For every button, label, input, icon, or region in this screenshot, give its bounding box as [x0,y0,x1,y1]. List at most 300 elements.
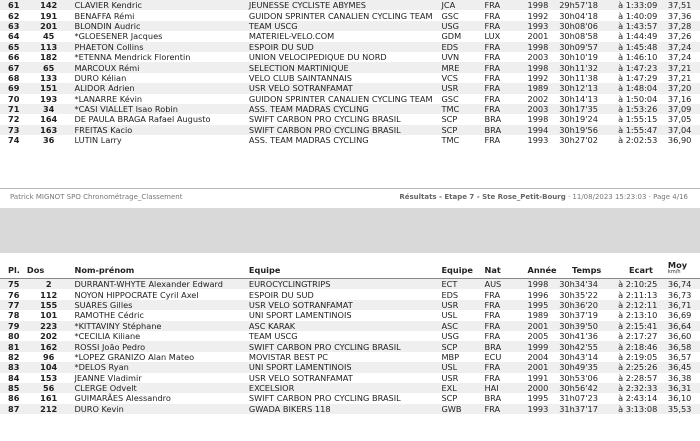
cell-nat: FRA [482,321,525,331]
cell-moy: 37,20 [666,83,700,93]
cell-dos: 101 [40,310,58,321]
cell-ecart: à 2:28:57 [618,372,658,383]
cell-nat: FRA [484,289,501,300]
cell-pl: 73 [0,125,25,135]
cell-pl: 80 [8,331,20,342]
footer-right [399,193,688,201]
cell-ecart: à 1:50:04 [618,93,658,104]
table-row [0,52,700,62]
cell-temps: 30h27'02 [559,135,598,146]
cell-pl: 79 [0,321,25,331]
cell-dos: 133 [40,72,58,83]
cell-pl: 83 [0,362,25,372]
cell-annee: 1989 [526,83,558,93]
cell-pl: 84 [8,372,20,383]
cell-code: GWB [439,404,482,414]
cell-equipe: TEAM USCG [247,21,440,31]
footer-left: Patrick MIGNOT SPO Chronométrage_Classement [10,193,183,201]
cell-equipe: USR VELO SOTRANFAMAT [247,83,440,93]
cell-dos: 161 [40,393,58,404]
cell-nom: *GLOESENER Jacques [74,31,163,42]
cell-dos: 56 [25,383,73,393]
cell-equipe: MATERIEL-VELO.COM [248,31,335,42]
cell-annee: 1991 [527,372,549,383]
cell-pl: 67 [0,62,25,72]
table-row [0,310,700,320]
footer-date-page: · 11/08/2023 15:23:03 · Page 4/16 [565,193,688,201]
cell-nat: BRA [482,341,525,351]
cell-equipe: ASC KARAK [247,321,440,331]
cell-pl: 82 [8,351,20,362]
cell-annee: 2002 [527,93,549,104]
cell-code: USG [439,21,482,31]
cell-annee: 1998 [526,42,558,52]
cell-moy: 37,28 [666,21,700,31]
cell-temps: 30h53'06 [559,372,598,383]
cell-nat: FRA [482,404,525,414]
cell-nat: FRA [484,310,501,321]
cell-dos: 164 [40,114,58,125]
cell-nom: *KITTAVINY Stéphane [72,321,246,331]
cell-nom: BENAFFA Rémi [74,10,135,21]
cell-dos: 2 [25,279,73,290]
table-row [0,94,700,104]
cell-equipe: GUIDON SPRINTER CANALIEN CYCLING TEAM [248,10,433,21]
cell-temps: 30h43'14 [559,351,598,362]
cell-nat: FRA [484,93,501,104]
cell-dos: 155 [25,300,73,310]
cell-temps: 30h11'38 [559,72,598,83]
cell-ecart: à 3:13:08 [616,404,666,414]
cell-temps: 30h42'55 [557,341,616,351]
cell-annee: 2000 [526,383,558,393]
table-row [0,393,700,403]
results-rows-top [0,0,700,145]
cell-equipe: ASS. TEAM MADRAS CYCLING [247,104,440,114]
cell-ecart: à 1:53:26 [616,104,666,114]
cell-pl: 76 [8,289,20,300]
cell-ecart: à 2:02:53 [618,135,658,146]
cell-code: MRE [439,62,482,72]
cell-equipe: JEUNESSE CYCLISTE ABYMES [247,0,440,10]
cell-pl: 72 [8,114,20,125]
cell-temps: 30h04'18 [559,10,598,21]
cell-code: MBP [441,351,460,362]
table-row [0,104,700,114]
cell-dos: 163 [25,125,73,135]
cell-code: EXL [439,383,482,393]
cell-moy: 37,24 [666,42,700,52]
cell-dos: 153 [40,372,58,383]
cell-nom: *LOPEZ GRANIZO Alan Mateo [74,351,195,362]
cell-nat: FRA [482,62,525,72]
cell-equipe: GWADA BIKERS 118 [247,404,440,414]
cell-ecart: à 1:47:23 [616,62,666,72]
cell-moy: 36,74 [666,279,700,290]
cell-nom: *CASI VIALLET Isao Robin [72,104,246,114]
cell-temps: 31h37'17 [557,404,616,414]
cell-code: SCP [441,393,458,404]
cell-pl: 78 [8,310,20,321]
cell-nom: DURO Kélian [74,72,127,83]
cell-annee: 1992 [527,72,549,83]
cell-nat: FRA [482,362,525,372]
cell-temps: 30h49'35 [557,362,616,372]
cell-temps: 30h17'35 [557,104,616,114]
cell-temps: 30h10'19 [559,52,598,63]
cell-equipe: ESPOIR DU SUD [248,289,314,300]
cell-moy: 35,53 [666,404,700,414]
cell-nat: FRA [482,0,525,10]
cell-equipe: GUIDON SPRINTER CANALIEN CYCLING TEAM [248,93,433,104]
table-row [0,21,700,31]
cell-ecart: à 2:10:25 [616,279,666,290]
cell-dos: 212 [25,404,73,414]
cell-nat: BRA [484,393,502,404]
table-row [0,321,700,331]
cell-equipe: ASS. TEAM MADRAS CYCLING [248,135,369,146]
cell-pl: 66 [8,52,20,63]
cell-equipe: TEAM USCG [248,331,298,342]
results-table-bottom [0,253,700,414]
table-row [0,0,700,10]
cell-equipe: EXCELSIOR [247,383,440,393]
cell-temps: 30h14'13 [559,93,598,104]
header-moy [666,253,700,279]
table-row [0,383,700,393]
cell-nom: GUIMARÃES Alessandro [74,393,171,404]
cell-pl: 62 [8,10,20,21]
cell-temps: 30h41'36 [559,331,598,342]
cell-code: JCA [439,0,482,10]
cell-code: USR [441,372,459,383]
cell-moy: 36,90 [667,135,692,146]
cell-nat: HAI [482,383,525,393]
cell-nat: FRA [482,300,525,310]
table-row [0,125,700,135]
cell-equipe: SELECTION MARTINIQUE [247,62,440,72]
cell-nat: FRA [484,331,501,342]
cell-pl: 86 [8,393,20,404]
cell-nat: ECU [484,351,502,362]
table-row [0,362,700,372]
table-row [0,114,700,124]
cell-moy: 37,36 [667,10,692,21]
cell-dos: 193 [40,93,58,104]
cell-nat: BRA [482,125,525,135]
header-equipe: Equipe [247,253,440,279]
cell-nom: MARCOUX Rémi [72,62,246,72]
cell-dos: 142 [25,0,73,10]
cell-dos: 201 [25,21,73,31]
cell-ecart: à 1:44:49 [618,31,658,42]
cell-temps: 30h19'56 [557,125,616,135]
table-row [0,83,700,93]
cell-moy: 36,64 [666,321,700,331]
cell-code: VCS [441,72,458,83]
cell-nom: JEANNE Vladimir [74,372,142,383]
cell-equipe: SWIFT CARBON PRO CYCLING BRASIL [248,393,401,404]
cell-moy: 36,60 [667,331,692,342]
cell-moy: 37,26 [667,31,692,42]
cell-pl: 71 [0,104,25,114]
cell-annee: 1998 [526,0,558,10]
table-row [0,62,700,72]
cell-moy: 37,51 [666,0,700,10]
cell-moy: 37,16 [667,93,692,104]
cell-moy: 36,71 [666,300,700,310]
cell-annee: 1992 [527,10,549,21]
cell-ecart: à 2:12:11 [616,300,666,310]
cell-ecart: à 2:11:13 [618,289,658,300]
cell-dos: 162 [25,341,73,351]
cell-nat: AUS [482,279,525,290]
cell-equipe: SWIFT CARBON PRO CYCLING BRASIL [247,125,440,135]
cell-ecart: à 1:45:48 [616,42,666,52]
cell-nom: DURO Kevin [72,404,246,414]
cell-nom: DURRANT-WHYTE Alexander Edward [72,279,246,290]
cell-moy: 37,04 [666,125,700,135]
cell-moy: 36,38 [667,372,692,383]
cell-annee: 2001 [527,31,549,42]
cell-code: USG [441,331,459,342]
cell-temps: 30h12'13 [557,83,616,93]
table-row [0,73,700,83]
cell-moy: 36,10 [667,393,692,404]
cell-code: USR [439,83,482,93]
cell-dos: 191 [40,10,58,21]
cell-equipe: USR VELO SOTRANFAMAT [247,300,440,310]
cell-nom: NOYON HIPPOCRATE Cyril Axel [74,289,199,300]
cell-annee: 1989 [527,310,549,321]
cell-annee: 1993 [526,21,558,31]
cell-temps: 30h56'42 [557,383,616,393]
header-moy-unit: km/h [667,269,681,275]
cell-code: SCP [441,114,458,125]
cell-annee: 1998 [527,114,549,125]
cell-dos: 36 [42,135,55,146]
cell-ecart: à 2:13:10 [618,310,658,321]
cell-code: SCP [439,125,482,135]
cell-temps: 29h57'18 [557,0,616,10]
cell-dos: 151 [25,83,73,93]
cell-nom: RAMOTHE Cédric [74,310,144,321]
results-page-4 [0,0,700,208]
cell-pl: 61 [0,0,25,10]
cell-temps: 31h07'23 [559,393,598,404]
cell-code: TMC [439,104,482,114]
cell-code: EDS [441,289,459,300]
cell-ecart: à 1:47:29 [618,72,658,83]
table-row [0,135,700,145]
cell-temps: 30h11'32 [557,62,616,72]
cell-temps: 30h08'58 [559,31,598,42]
cell-nat: FRA [484,135,501,146]
cell-pl: 87 [0,404,25,414]
cell-ecart: à 2:15:41 [616,321,666,331]
cell-nom: SUARES Gilles [72,300,246,310]
cell-temps: 30h34'34 [557,279,616,290]
table-row [0,289,700,299]
cell-equipe: UNI SPORT LAMENTINOIS [248,310,352,321]
cell-moy: 36,69 [667,310,692,321]
cell-annee: 1999 [526,341,558,351]
table-row [0,404,700,414]
cell-temps: 30h36'20 [557,300,616,310]
footer-title: Résultats - Etape 7 - Ste Rose_Petit-Bourg [399,193,566,201]
cell-annee: 2001 [526,362,558,372]
cell-dos: 202 [40,331,58,342]
cell-nat: FRA [482,83,525,93]
cell-nom: PHAETON Collins [72,42,246,52]
cell-pl: 63 [0,21,25,31]
cell-code: EDS [439,42,482,52]
cell-dos: 223 [25,321,73,331]
cell-temps: 30h09'57 [557,42,616,52]
cell-code: ASC [439,321,482,331]
cell-equipe: USR VELO SOTRANFAMAT [248,372,353,383]
cell-ecart: à 2:17:27 [618,331,658,342]
cell-temps: 30h35'22 [559,289,598,300]
cell-code: GSC [441,10,459,21]
cell-code: USR [439,300,482,310]
cell-temps: 30h39'50 [557,321,616,331]
cell-ecart: à 1:46:10 [618,52,658,63]
cell-ecart: à 1:40:09 [618,10,658,21]
cell-equipe: SWIFT CARBON PRO CYCLING BRASIL [248,114,401,125]
header-pl: Pl. [0,253,25,279]
page-footer [0,188,700,209]
cell-nat: LUX [484,31,501,42]
cell-ecart: à 1:43:57 [616,21,666,31]
cell-nom: LUTIN Larry [74,135,122,146]
cell-equipe: EUROCYCLINGTRIPS [247,279,440,290]
cell-pl: 68 [8,72,20,83]
cell-moy: 37,24 [667,52,692,63]
cell-nat: FRA [484,10,501,21]
cell-nat: FRA [484,72,501,83]
cell-annee: 2004 [527,351,549,362]
cell-dos: 112 [40,289,58,300]
cell-pl: 85 [0,383,25,393]
cell-pl: 81 [0,341,25,351]
header-annee: Année [526,253,558,279]
results-table-top [0,0,700,145]
table-header [0,253,700,279]
cell-annee: 1994 [526,125,558,135]
cell-annee: 1993 [526,404,558,414]
cell-nom: *LANARRE Kévin [74,93,143,104]
cell-code: GDM [441,31,462,42]
cell-dos: 113 [25,42,73,52]
table-row [0,42,700,52]
cell-annee: 2005 [527,331,549,342]
cell-nat: FRA [484,372,501,383]
cell-ecart: à 2:43:14 [618,393,658,404]
cell-moy: 37,05 [667,114,692,125]
cell-dos: 34 [25,104,73,114]
cell-annee: 1998 [526,279,558,290]
cell-annee: 1996 [527,289,549,300]
cell-pl: 77 [0,300,25,310]
table-row [0,341,700,351]
header-moy-label: Moy [667,260,688,270]
table-row [0,373,700,383]
cell-pl: 65 [0,42,25,52]
header-nom: Nom-prénom [72,253,246,279]
cell-pl: 64 [8,31,20,42]
results-rows-bottom [0,279,700,415]
header-dos: Dos [25,253,73,279]
cell-pl: 75 [0,279,25,290]
cell-dos: 104 [25,362,73,372]
cell-nom: FREITAS Kacio [72,125,246,135]
cell-temps: 30h19'24 [559,114,598,125]
header-code: Equipe [439,253,482,279]
cell-dos: 96 [42,351,55,362]
cell-equipe: ESPOIR DU SUD [247,42,440,52]
cell-nat: FRA [482,42,525,52]
cell-temps: 30h08'06 [557,21,616,31]
cell-pl: 69 [0,83,25,93]
cell-pl: 74 [8,135,20,146]
table-row [0,10,700,20]
cell-pl: 70 [8,93,20,104]
cell-annee: 1998 [526,62,558,72]
cell-annee: 1995 [526,300,558,310]
cell-ecart: à 2:18:46 [616,341,666,351]
cell-ecart: à 1:55:47 [616,125,666,135]
cell-nat: BRA [484,114,502,125]
cell-nom: CLAVIER Kendric [72,0,246,10]
cell-code: ECT [439,279,482,290]
table-row [0,31,700,41]
cell-dos: 65 [25,62,73,72]
table-row [0,352,700,362]
cell-moy: 37,21 [667,72,692,83]
cell-equipe: SWIFT CARBON PRO CYCLING BRASIL [247,341,440,351]
cell-moy: 36,58 [666,341,700,351]
cell-dos: 182 [40,52,58,63]
cell-code: GSC [441,93,459,104]
table-row [0,300,700,310]
cell-moy: 36,57 [667,351,692,362]
header-ecart: Ecart [616,253,666,279]
cell-ecart: à 2:25:26 [616,362,666,372]
cell-nat: FRA [484,52,501,63]
cell-nat: FRA [482,104,525,114]
header-temps: Temps [557,253,616,279]
cell-moy: 36,31 [666,383,700,393]
cell-code: TMC [441,135,460,146]
cell-moy: 36,45 [666,362,700,372]
cell-equipe: VELO CLUB SAINTANNAIS [248,72,352,83]
cell-ecart: à 2:32:33 [616,383,666,393]
cell-equipe: UNION VELOCIPEDIQUE DU NORD [248,52,387,63]
cell-annee: 2003 [527,52,549,63]
cell-code: USL [441,310,458,321]
cell-ecart: à 2:19:05 [618,351,658,362]
table-row [0,279,700,290]
cell-annee: 1993 [527,135,549,146]
cell-code: SCP [439,341,482,351]
cell-equipe: UNI SPORT LAMENTINOIS [247,362,440,372]
cell-moy: 37,09 [666,104,700,114]
cell-ecart: à 1:48:04 [616,83,666,93]
cell-annee: 2003 [526,104,558,114]
cell-code: USL [439,362,482,372]
cell-annee: 2001 [526,321,558,331]
